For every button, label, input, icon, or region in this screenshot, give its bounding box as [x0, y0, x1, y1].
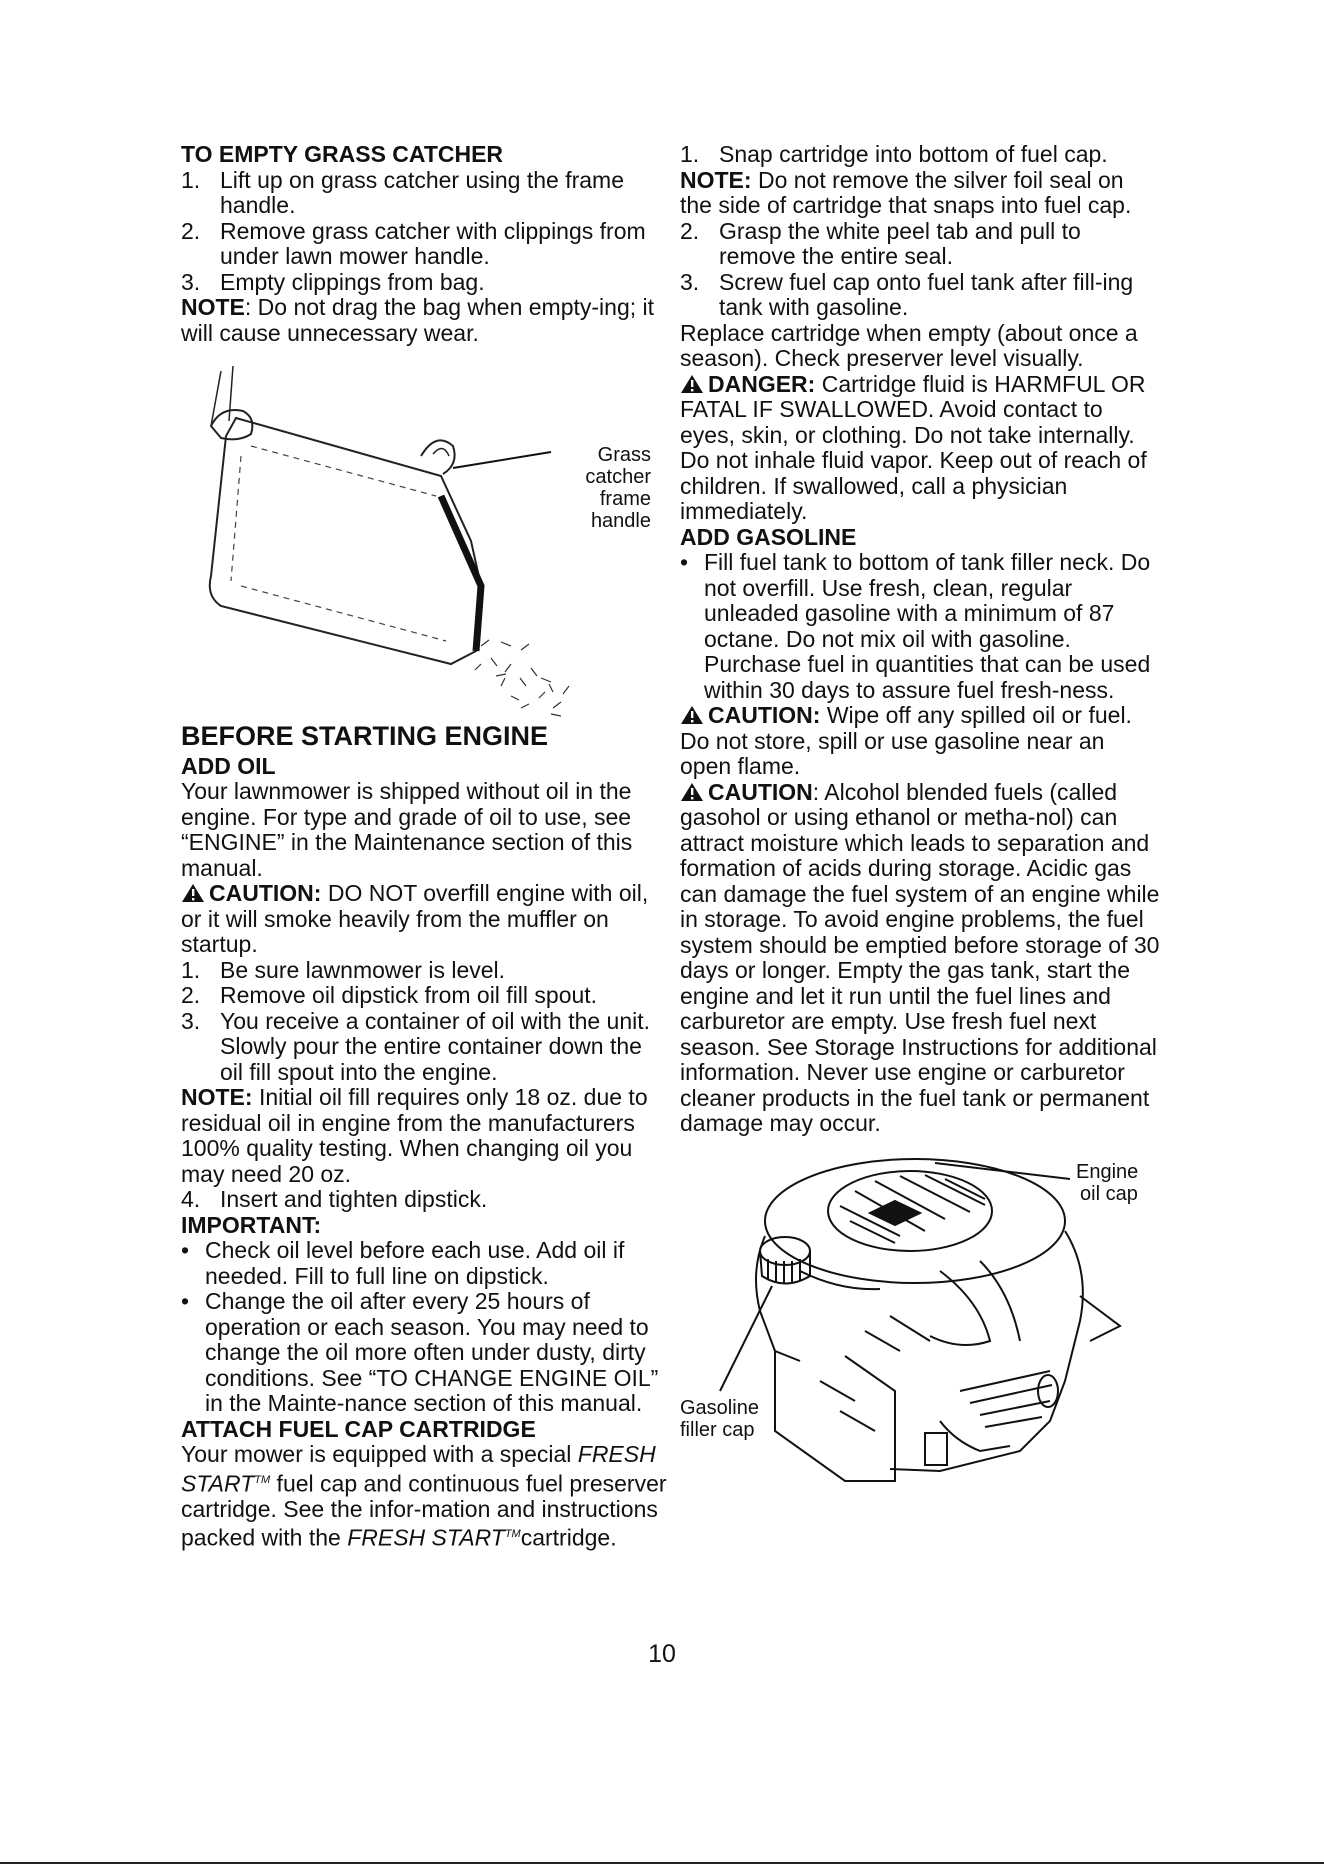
before-starting-engine-heading: BEFORE STARTING ENGINE [181, 721, 549, 751]
list-item: 3. Empty clippings from bag. [181, 268, 485, 295]
gasoline-filler-cap-label: Gasoline filler cap [680, 1396, 759, 1441]
engine-illustration [680, 1151, 1160, 1521]
right-column [680, 142, 1160, 1521]
oil-steps-list [181, 958, 671, 1086]
list-item: 1. Be sure lawnmower is level. [181, 956, 506, 983]
empty-steps-list [181, 168, 671, 296]
replace-cartridge-text: Replace cartridge when empty (about once a season). Check preserver level visually. [680, 319, 1138, 371]
list-item: 3. You receive a container of oil with the unit. Slowly pour the entire container down the oil fill spout into the engine. [181, 1007, 651, 1085]
oil-note: NOTE: Initial oil fill requires only 18 oz. due to residual oil in engine from the manufacturers 100% quality testing. When changing oil you may need 20 oz. [181, 1084, 648, 1187]
attach-fuel-cap-text: Your mower is equipped with a special FRESH START™ fuel cap and continuous fuel preserver cartridge. See the infor-mation and instructions packed with the FRESH START™cartridge. [181, 1441, 667, 1551]
list-item: • Fill fuel tank to bottom of tank filler neck. Do not overfill. Use fresh, clean, regular unleaded gasoline with a minimum of 87 octane. Do not mix oil with gasoline. Purchase fuel in quantities that can be used within 30 days to assure fuel fresh-ness. [680, 549, 1151, 703]
warning-icon [680, 782, 704, 802]
cartridge-note: NOTE: Do not remove the silver foil seal on the side of cartridge that snaps into fuel cap. [680, 166, 1132, 218]
caution-overfill: CAUTION: DO NOT overfill engine with oil, or it will smoke heavily from the muffler on startup. [181, 880, 649, 957]
engine-oil-cap-label: Engine oil cap [1076, 1160, 1139, 1205]
list-item: 1. Lift up on grass catcher using the frame handle. [181, 166, 624, 218]
empty-note: NOTE: Do not drag the bag when empty-ing; it will cause unnecessary wear. [181, 294, 655, 346]
engine-figure [680, 1151, 1160, 1521]
add-oil-text: Your lawnmower is shipped without oil in the engine. For type and grade of oil to use, see “ENGINE” in the Maintenance section of this manual. [181, 778, 633, 881]
left-column [181, 142, 671, 1551]
danger-warning: DANGER: Cartridge fluid is HARMFUL OR FATAL IF SWALLOWED. Avoid contact to eyes, skin, or clothing. Do not take internally. Do not inhale fluid vapor. Keep out of reach of children. If swallowed, call a physician immediately. [680, 370, 1147, 524]
important-heading: IMPORTANT: [181, 1211, 322, 1238]
bottom-divider [0, 1862, 1324, 1864]
warning-icon [680, 705, 704, 725]
list-item: 1. Snap cartridge into bottom of fuel cap. [680, 141, 1108, 167]
warning-icon [680, 374, 704, 394]
list-item: 2. Remove oil dipstick from oil fill spout. [181, 982, 598, 1008]
grass-catcher-frame-handle-label: Grass catcher frame handle [585, 444, 651, 532]
list-item: 3. Screw fuel cap onto fuel tank after fill-ing tank with gasoline. [680, 268, 1134, 320]
list-item: • Check oil level before each use. Add oil if needed. Fill to full line on dipstick. [181, 1237, 625, 1289]
grass-catcher-figure [181, 346, 651, 736]
caution-spill: CAUTION: Wipe off any spilled oil or fuel. Do not store, spill or use gasoline near an open flame. [680, 702, 1132, 779]
page-number: 10 [648, 1640, 676, 1668]
attach-fuel-cap-heading: ATTACH FUEL CAP CARTRIDGE [181, 1415, 536, 1442]
list-item: 4. Insert and tighten dipstick. [181, 1186, 488, 1212]
clippings-graphic [475, 640, 569, 716]
list-item: • Change the oil after every 25 hours of operation or each season. You may need to change the oil more often under dusty, dirty conditions. See “TO CHANGE ENGINE OIL” in the Mainte-nance section of this manual. [181, 1288, 659, 1416]
warning-icon [181, 883, 205, 903]
grass-catcher-illustration [181, 346, 581, 726]
empty-grass-catcher-heading: TO EMPTY GRASS CATCHER [181, 141, 504, 167]
caution-alcohol: CAUTION: Alcohol blended fuels (called gasohol or using ethanol or metha-nol) can attract moisture which leads to separation and formation of acids during storage. Acidic gas can damage the fuel system of an engine while in storage. To avoid engine problems, the fuel system should be emptied before storage of 30 days or longer. Empty the gas tank, start the engine and let it run until the fuel lines and carburetor are empty. Use fresh fuel next season. See Storage Instructions for additional information. Never use engine or carburetor cleaner products in the fuel tank or permanent damage may occur. [680, 778, 1160, 1136]
add-oil-heading: ADD OIL [181, 752, 276, 779]
list-item: 2. Grasp the white peel tab and pull to remove the entire seal. [680, 217, 1081, 269]
list-item: 2. Remove grass catcher with clippings from under lawn mower handle. [181, 217, 646, 269]
add-gasoline-heading: ADD GASOLINE [680, 523, 857, 550]
